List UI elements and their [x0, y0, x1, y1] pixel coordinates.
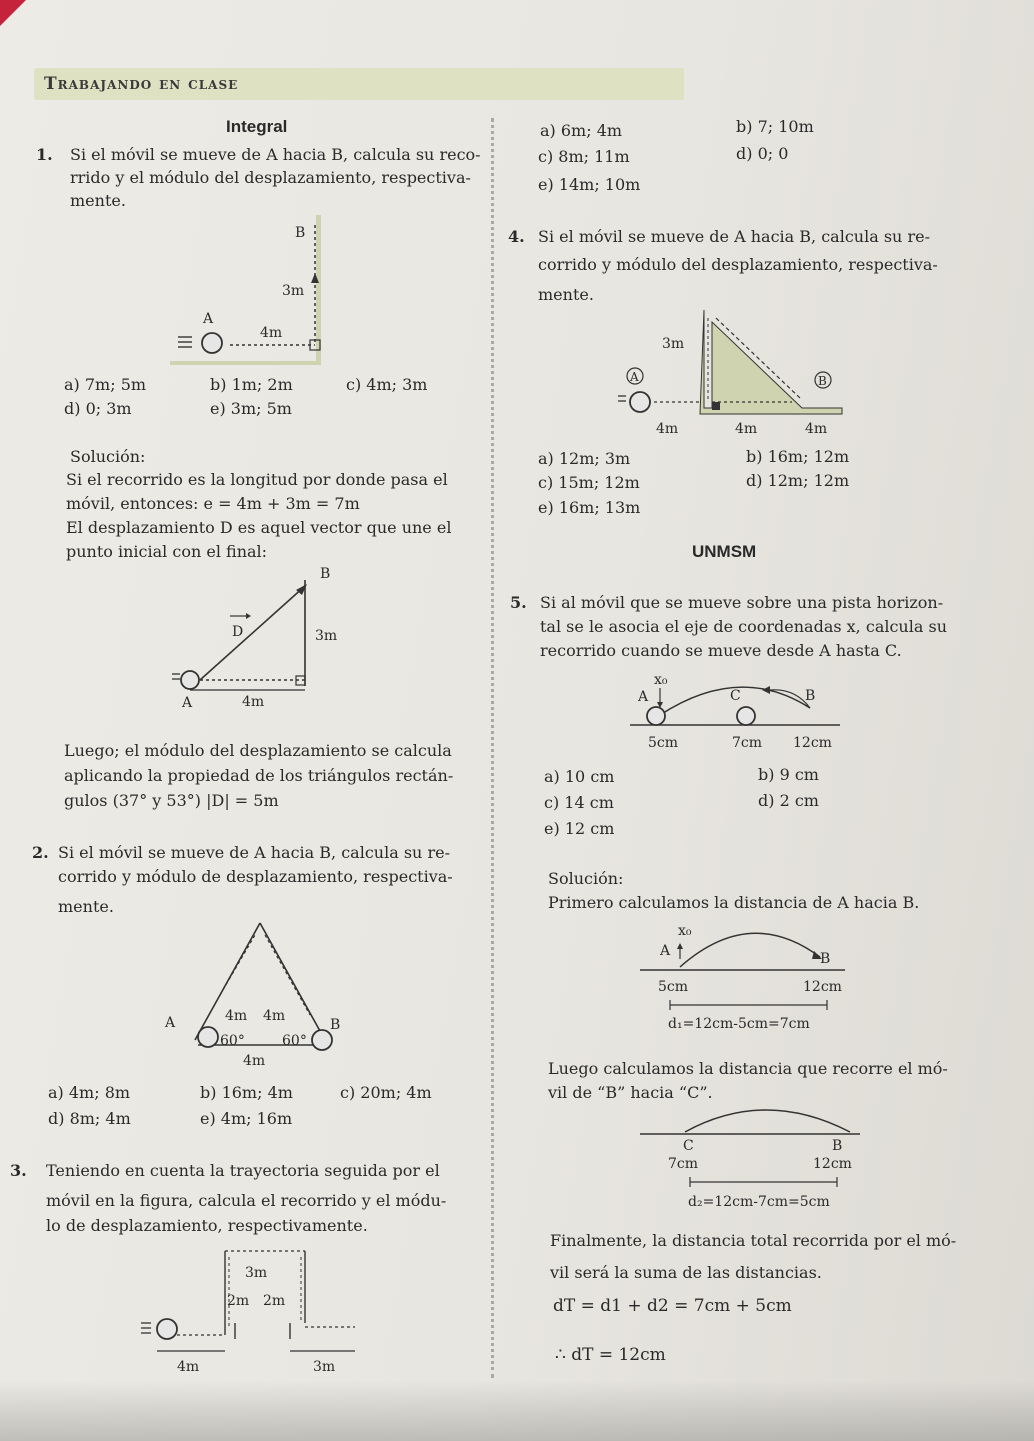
q5-solution-fig2-c: C: [683, 1138, 694, 1154]
corner-tab: [0, 0, 26, 26]
q2-label-left: 4m: [225, 1008, 248, 1024]
q3-opt-d[interactable]: d) 0; 0: [736, 144, 789, 163]
q2-label-angle-2: 60°: [282, 1033, 307, 1049]
q5-opt-a[interactable]: a) 10 cm: [544, 767, 615, 786]
q4-label-a: A: [630, 370, 639, 384]
section-header-title: Trabajando en clase: [44, 74, 239, 94]
q5-solution-line-1: Primero calculamos la distancia de A hacia B.: [548, 893, 920, 912]
q1-label-a: A: [203, 311, 214, 327]
q5-solution-line-3: vil de “B” hacia “C”.: [548, 1083, 713, 1102]
q3-line-2: móvil en la figura, calcula el recorrido y el módu-: [46, 1191, 447, 1210]
q1-solution-label-3m: 3m: [315, 628, 338, 644]
q1-opt-e[interactable]: e) 3m; 5m: [210, 399, 292, 418]
q5-label-x0: x₀: [654, 672, 668, 688]
q1-solution-line-2: móvil, entonces: e = 4m + 3m = 7m: [66, 494, 360, 513]
q2-label-angle-1: 60°: [220, 1033, 245, 1049]
q5-line-3: recorrido cuando se mueve desde A hasta C.: [540, 641, 902, 660]
q1-solution-title: Solución:: [70, 447, 146, 466]
q5-solution-fig2-eq: d₂=12cm-7cm=5cm: [688, 1194, 830, 1210]
q5-opt-b[interactable]: b) 9 cm: [758, 765, 819, 784]
q1-solution-ball-icon: [181, 671, 199, 689]
q5-solution-fig1-12cm: 12cm: [803, 979, 842, 995]
q4-opt-a[interactable]: a) 12m; 3m: [538, 449, 631, 468]
q1-number: 1.: [36, 145, 53, 164]
q5-figure: [620, 668, 860, 758]
q5-line-2: tal se le asocia el eje de coordenadas x, calcula su: [540, 617, 947, 636]
q1-solution-label-b: B: [320, 566, 331, 582]
q1-solution-line-3: El desplazamiento D es aquel vector que une el: [66, 518, 452, 537]
q5-solution-title: Solución:: [548, 869, 624, 888]
q5-label-12cm: 12cm: [793, 735, 832, 751]
q1-solution-figure: [160, 560, 360, 720]
q1-opt-a[interactable]: a) 7m; 5m: [64, 375, 147, 394]
q4-label-b: B: [818, 374, 827, 388]
q5-label-7cm: 7cm: [732, 735, 763, 751]
q1-solution-label-d: D: [232, 624, 244, 640]
q4-number: 4.: [508, 227, 525, 246]
q5-number: 5.: [510, 593, 527, 612]
q5-solution-fig2-7cm: 7cm: [668, 1156, 699, 1172]
q5-solution-line-5: vil será la suma de las distancias.: [550, 1263, 822, 1282]
q3-opt-e[interactable]: e) 14m; 10m: [538, 175, 641, 194]
q3-number: 3.: [10, 1161, 27, 1180]
q2-opt-e[interactable]: e) 4m; 16m: [200, 1109, 293, 1128]
q5-solution-eq-1: dT = d1 + d2 = 7cm + 5cm: [553, 1296, 792, 1316]
q2-opt-a[interactable]: a) 4m; 8m: [48, 1083, 131, 1102]
q4-label-b3: 4m: [805, 421, 828, 437]
q1-solution-line-1: Si el recorrido es la longitud por donde pasa el: [66, 470, 448, 489]
q5-ball-a-icon: [647, 707, 665, 725]
q5-solution-line-2: Luego calculamos la distancia que recorre el mó-: [548, 1059, 948, 1078]
q2-line-3: mente.: [58, 897, 114, 916]
q2-label-right: 4m: [263, 1008, 286, 1024]
q3-label-top: 3m: [245, 1265, 268, 1281]
q5-opt-d[interactable]: d) 2 cm: [758, 791, 819, 810]
q1-line-2: rrido y el módulo del desplazamiento, respectiva-: [70, 168, 471, 187]
q4-line-2: corrido y módulo del desplazamiento, respectiva-: [538, 255, 938, 274]
q5-solution-eq-2: ∴ dT = 12cm: [555, 1345, 666, 1365]
q5-line-1: Si al móvil que se mueve sobre una pista horizon-: [540, 593, 944, 612]
q5-opt-c[interactable]: c) 14 cm: [544, 793, 614, 812]
q3-opt-c[interactable]: c) 8m; 11m: [538, 147, 630, 166]
q4-ball-icon: [630, 392, 650, 412]
q5-label-a: A: [638, 689, 649, 705]
q1-solution-after-1: Luego; el módulo del desplazamiento se calcula: [64, 741, 452, 760]
q4-opt-e[interactable]: e) 16m; 13m: [538, 498, 641, 517]
q1-figure: [170, 215, 350, 365]
q2-label-b: B: [330, 1017, 341, 1033]
q5-solution-figure-2: [640, 1098, 870, 1218]
q5-solution-fig1-5cm: 5cm: [658, 979, 689, 995]
q1-line-1: Si el móvil se mueve de A hacia B, calcula su reco-: [70, 145, 481, 164]
q1-label-b: B: [295, 225, 306, 241]
q5-solution-fig2-12cm: 12cm: [813, 1156, 852, 1172]
q4-opt-c[interactable]: c) 15m; 12m: [538, 473, 640, 492]
q2-number: 2.: [32, 843, 49, 862]
q3-label-b1: 4m: [177, 1359, 200, 1375]
q4-figure: [612, 298, 852, 438]
q4-opt-b[interactable]: b) 16m; 12m: [746, 447, 850, 466]
q3-line-1: Teniendo en cuenta la trayectoria seguida por el: [46, 1161, 440, 1180]
q3-label-right: 2m: [263, 1293, 286, 1309]
q2-opt-c[interactable]: c) 20m; 4m: [340, 1083, 432, 1102]
q1-opt-b[interactable]: b) 1m; 2m: [210, 375, 293, 394]
q4-label-3m: 3m: [662, 336, 685, 352]
q1-label-3m: 3m: [282, 283, 305, 299]
q1-solution-label-4m: 4m: [242, 694, 265, 710]
q2-ball-b-icon: [312, 1030, 332, 1050]
q2-line-1: Si el móvil se mueve de A hacia B, calcula su re-: [58, 843, 450, 862]
section-header: [34, 68, 684, 100]
q1-label-4m: 4m: [260, 325, 283, 341]
q1-opt-d[interactable]: d) 0; 3m: [64, 399, 132, 418]
column-divider: [491, 118, 494, 1378]
q2-ball-a-icon: [198, 1027, 218, 1047]
q1-solution-line-4: punto inicial con el final:: [66, 542, 268, 561]
q2-opt-b[interactable]: b) 16m; 4m: [200, 1083, 293, 1102]
q2-figure: [160, 915, 360, 1075]
q2-label-a: A: [165, 1015, 176, 1031]
q3-figure: [135, 1243, 375, 1378]
q4-label-b2: 4m: [735, 421, 758, 437]
q1-solution-label-a: A: [182, 695, 193, 711]
q2-line-2: corrido y módulo de desplazamiento, respectiva-: [58, 867, 453, 886]
q5-solution-fig1-x0: x₀: [678, 923, 692, 939]
q5-solution-fig1-eq: d₁=12cm-5cm=7cm: [668, 1016, 810, 1032]
q3-opt-a[interactable]: a) 6m; 4m: [540, 121, 623, 140]
q5-label-5cm: 5cm: [648, 735, 679, 751]
q4-line-1: Si el móvil se mueve de A hacia B, calcula su re-: [538, 227, 930, 246]
q2-label-base: 4m: [243, 1053, 266, 1069]
q3-line-3: lo de desplazamiento, respectivamente.: [46, 1216, 368, 1235]
bottom-shadow: [0, 1380, 1034, 1441]
q5-solution-figure-1: [620, 915, 860, 1035]
q1-ball-icon: [202, 333, 222, 353]
q1-solution-after-2: aplicando la propiedad de los triángulos rectán-: [64, 766, 454, 785]
q1-solution-after-3: gulos (37° y 53°) |D| = 5m: [64, 791, 279, 810]
q5-solution-fig1-a: A: [660, 943, 671, 959]
q4-opt-d[interactable]: d) 12m; 12m: [746, 471, 850, 490]
q5-ball-c-icon: [737, 707, 755, 725]
section-unmsm: UNMSM: [692, 542, 757, 561]
q3-ball-icon: [157, 1319, 177, 1339]
q3-label-left: 2m: [227, 1293, 250, 1309]
section-integral: Integral: [226, 117, 288, 136]
q1-opt-c[interactable]: c) 4m; 3m: [346, 375, 428, 394]
q5-opt-e[interactable]: e) 12 cm: [544, 819, 615, 838]
q5-label-c: C: [730, 688, 741, 704]
q5-label-b: B: [805, 688, 816, 704]
q5-solution-fig2-b: B: [832, 1138, 843, 1154]
q4-line-3: mente.: [538, 285, 594, 304]
q5-solution-fig1-b: B: [820, 951, 831, 967]
q3-label-b2: 3m: [313, 1359, 336, 1375]
q2-opt-d[interactable]: d) 8m; 4m: [48, 1109, 131, 1128]
q5-solution-line-4: Finalmente, la distancia total recorrida por el mó-: [550, 1231, 957, 1250]
q1-line-3: mente.: [70, 191, 126, 210]
q3-opt-b[interactable]: b) 7; 10m: [736, 117, 814, 136]
q4-label-b1: 4m: [656, 421, 679, 437]
